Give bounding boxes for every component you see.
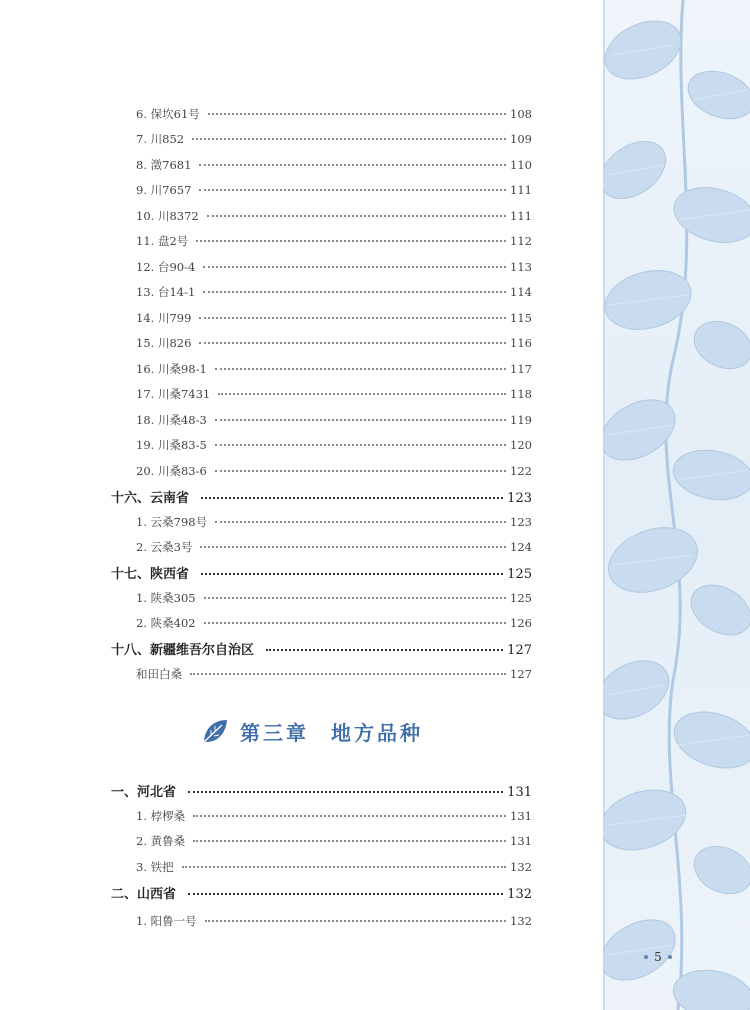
- toc-row[interactable]: [136, 361, 532, 379]
- toc-label: 3. 铁把: [136, 860, 174, 874]
- dot-leader: [200, 546, 506, 548]
- dot-leader: [199, 342, 506, 344]
- toc-section-label: 一、河北省: [111, 785, 177, 800]
- toc-page: 123: [510, 515, 532, 529]
- toc-section-hebei[interactable]: [111, 781, 532, 801]
- toc-label: 2. 黄鲁桑: [136, 834, 186, 848]
- dot-leader: [215, 368, 506, 370]
- toc-label: 19. 川桑83-5: [136, 438, 207, 452]
- toc-page: 118: [510, 387, 532, 401]
- toc-section-label: 十七、陕西省: [111, 567, 190, 582]
- toc-label: 1. 云桑798号: [136, 515, 208, 529]
- dot-leader: [188, 791, 503, 793]
- toc-label: 16. 川桑98-1: [136, 362, 207, 376]
- toc-section-shanxi[interactable]: [111, 883, 532, 903]
- toc-row[interactable]: [136, 590, 532, 608]
- toc-section-shaanxi[interactable]: [111, 563, 532, 583]
- dot-leader: [193, 840, 506, 842]
- dot-leader: [204, 622, 506, 624]
- dot-leader: [208, 113, 506, 115]
- toc-row[interactable]: [136, 833, 532, 851]
- toc-section-yunnan[interactable]: [111, 487, 532, 507]
- toc-row[interactable]: [136, 808, 532, 826]
- toc-page: 115: [510, 311, 532, 325]
- toc-row[interactable]: [136, 310, 532, 328]
- dot-leader: [207, 215, 506, 217]
- dot-leader: [199, 164, 506, 166]
- bullet-dot: [668, 955, 672, 959]
- dot-leader: [188, 893, 503, 895]
- chapter-title: 地方品种: [331, 720, 423, 745]
- toc-label: 20. 川桑83-6: [136, 464, 207, 478]
- toc-page: 116: [510, 336, 532, 350]
- dot-leader: [215, 470, 506, 472]
- toc-page: 132: [510, 860, 532, 874]
- toc-row[interactable]: [136, 539, 532, 557]
- toc-row[interactable]: [136, 437, 532, 455]
- toc-page: 122: [510, 464, 532, 478]
- bullet-dot: [644, 955, 648, 959]
- dot-leader: [201, 497, 503, 499]
- toc-page: 131: [510, 834, 532, 848]
- dot-leader: [190, 673, 506, 675]
- toc-row[interactable]: [136, 335, 532, 353]
- page-number: [636, 948, 680, 966]
- toc-page: 132: [510, 914, 532, 928]
- toc-row[interactable]: [136, 859, 532, 877]
- toc-page: 131: [510, 809, 532, 823]
- dot-leader: [266, 649, 503, 651]
- toc-row[interactable]: [136, 182, 532, 200]
- toc-page: 127: [507, 643, 532, 658]
- toc-section-label: 十八、新疆维吾尔自治区: [111, 643, 255, 658]
- toc-row[interactable]: [136, 514, 532, 532]
- toc-page: 127: [510, 667, 532, 681]
- toc-label: 2. 云桑3号: [136, 540, 193, 554]
- toc-page: 111: [510, 209, 532, 223]
- toc-label: 13. 台14-1: [136, 285, 196, 299]
- toc-row[interactable]: [136, 666, 532, 684]
- toc-label: 10. 川8372: [136, 209, 199, 223]
- page-number-text: 5: [654, 950, 662, 964]
- toc-label: 12. 台90-4: [136, 260, 196, 274]
- toc-page: 124: [510, 540, 532, 554]
- toc-section-xinjiang[interactable]: [111, 639, 532, 659]
- toc-row[interactable]: [136, 233, 532, 251]
- toc-row[interactable]: [136, 259, 532, 277]
- dot-leader: [218, 393, 506, 395]
- toc-page: 108: [510, 107, 532, 121]
- dot-leader: [204, 597, 506, 599]
- toc-page: 113: [510, 260, 532, 274]
- leaf-icon: [200, 716, 230, 746]
- toc-row[interactable]: [136, 386, 532, 404]
- dot-leader: [215, 419, 506, 421]
- toc-page: 132: [507, 887, 532, 902]
- dot-leader: [215, 521, 506, 523]
- decorative-leaf-strip: [603, 0, 750, 1010]
- toc-label: 7. 川852: [136, 132, 185, 146]
- toc-page: 131: [507, 785, 532, 800]
- dot-leader: [201, 573, 503, 575]
- chapter-heading[interactable]: [200, 713, 423, 749]
- mulberry-leaves-illustration: [603, 0, 750, 1010]
- dot-leader: [215, 444, 506, 446]
- toc-section-label: 十六、云南省: [111, 491, 190, 506]
- toc-label: 2. 陕桑402: [136, 616, 196, 630]
- dot-leader: [196, 240, 506, 242]
- toc-label: 1. 陕桑305: [136, 591, 196, 605]
- toc-page: 111: [510, 183, 532, 197]
- toc-label: 9. 川7657: [136, 183, 192, 197]
- dot-leader: [199, 317, 506, 319]
- toc-label: 1. 阳鲁一号: [136, 914, 197, 928]
- toc-label: 17. 川桑7431: [136, 387, 211, 401]
- toc-label: 1. 桲椤桑: [136, 809, 186, 823]
- toc-label: 11. 盘2号: [136, 234, 189, 248]
- toc-row[interactable]: [136, 131, 532, 149]
- dot-leader: [203, 266, 506, 268]
- toc-page: 112: [510, 234, 532, 248]
- toc-row[interactable]: [136, 913, 532, 931]
- toc-row[interactable]: [136, 106, 532, 124]
- toc-page: 117: [510, 362, 532, 376]
- dot-leader: [193, 815, 506, 817]
- toc-page: 119: [510, 413, 532, 427]
- toc-page: 120: [510, 438, 532, 452]
- dot-leader: [199, 189, 506, 191]
- toc-label: 15. 川826: [136, 336, 192, 350]
- toc-page: 109: [510, 132, 532, 146]
- toc-page: 125: [510, 591, 532, 605]
- toc-row[interactable]: [136, 284, 532, 302]
- toc-row[interactable]: [136, 157, 532, 175]
- toc-page: 126: [510, 616, 532, 630]
- toc-label: 和田白桑: [136, 667, 182, 681]
- toc-label: 8. 澂7681: [136, 158, 192, 172]
- toc-page: 114: [510, 285, 532, 299]
- toc-label: 18. 川桑48-3: [136, 413, 207, 427]
- toc-row[interactable]: [136, 615, 532, 633]
- dot-leader: [192, 138, 506, 140]
- toc-label: 14. 川799: [136, 311, 192, 325]
- toc-row[interactable]: [136, 412, 532, 430]
- dot-leader: [205, 920, 506, 922]
- toc-label: 6. 保坎61号: [136, 107, 200, 121]
- toc-row[interactable]: [136, 463, 532, 481]
- toc-page: 123: [507, 491, 532, 506]
- toc-row[interactable]: [136, 208, 532, 226]
- dot-leader: [182, 866, 506, 868]
- chapter-number: 第三章: [240, 720, 309, 745]
- toc-page: 125: [507, 567, 532, 582]
- dot-leader: [203, 291, 506, 293]
- toc-section-label: 二、山西省: [111, 887, 177, 902]
- toc-page: 110: [510, 158, 532, 172]
